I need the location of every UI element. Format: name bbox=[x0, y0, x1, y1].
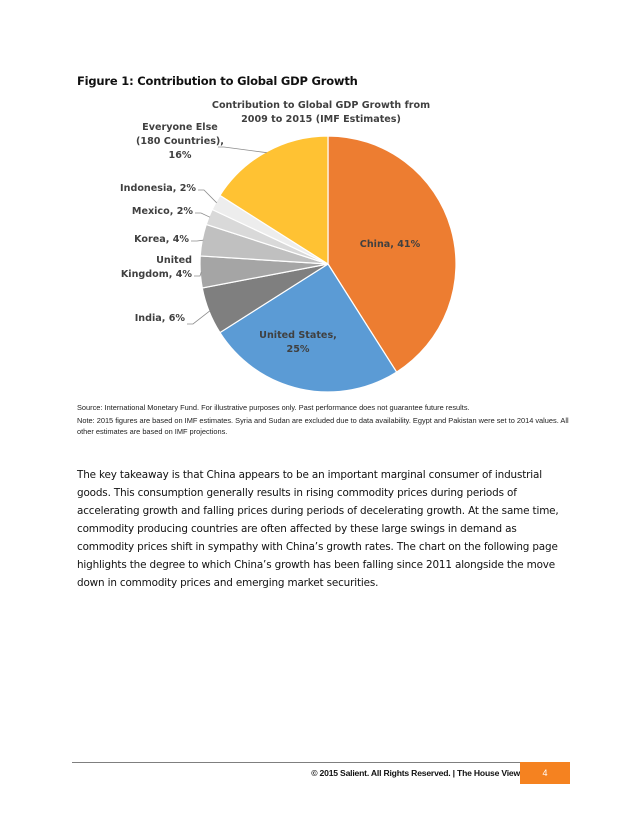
slice-label: China, 41% bbox=[359, 239, 421, 250]
source-note: Source: International Monetary Fund. For illustrative purposes only. Past performance does not guarantee future results. bbox=[77, 403, 470, 412]
chart-title-line: Contribution to Global GDP Growth from bbox=[211, 100, 431, 111]
leader-line bbox=[198, 190, 217, 203]
methodology-note: Note: 2015 figures are based on IMF estimates. Syria and Sudan are excluded due to data availability. Egypt and Pakistan were set to 2014 values. All other estimates are based on IMF projections. bbox=[77, 416, 569, 436]
leader-line bbox=[187, 311, 210, 324]
footer-divider bbox=[72, 762, 570, 763]
slice-label: 25% bbox=[286, 344, 310, 355]
leader-line bbox=[218, 147, 267, 153]
page-number-badge: 4 bbox=[520, 762, 570, 784]
body-paragraph: The key takeaway is that China appears to be an important marginal consumer of industrial goods. This consumption generally results in rising commodity prices during periods of accelerating growth and falling prices during periods of decelerating growth. At the same time, commodity producing countries are often affected by these large swings in demand as commodity prices shift in sympathy with China’s growth rates. The chart on the following page highlights the degree to which China’s growth has been falling since 2011 alongside the move down in commodity prices and emerging market securities. bbox=[77, 469, 559, 589]
footer-copyright: © 2015 Salient. All Rights Reserved. | The House View bbox=[311, 768, 520, 778]
figure-caption: Figure 1: Contribution to Global GDP Growth bbox=[77, 74, 358, 88]
slice-label: 16% bbox=[168, 150, 192, 161]
chart-title-line: 2009 to 2015 (IMF Estimates) bbox=[241, 114, 401, 125]
slice-label: United States, bbox=[259, 330, 337, 341]
leader-line bbox=[195, 213, 210, 217]
slice-label: Kingdom, 4% bbox=[120, 269, 192, 280]
pie-slices bbox=[200, 136, 456, 392]
slice-label: Indonesia, 2% bbox=[120, 183, 196, 194]
slice-label: United bbox=[156, 255, 192, 266]
slice-label: Everyone Else bbox=[142, 122, 218, 133]
slice-label: India, 6% bbox=[134, 313, 185, 324]
slice-label: Mexico, 2% bbox=[131, 206, 193, 217]
slice-label: (180 Countries), bbox=[136, 136, 224, 147]
slice-label: Korea, 4% bbox=[134, 234, 189, 245]
pie-chart bbox=[0, 95, 640, 400]
chart-title bbox=[212, 100, 430, 125]
leader-line bbox=[191, 240, 203, 241]
